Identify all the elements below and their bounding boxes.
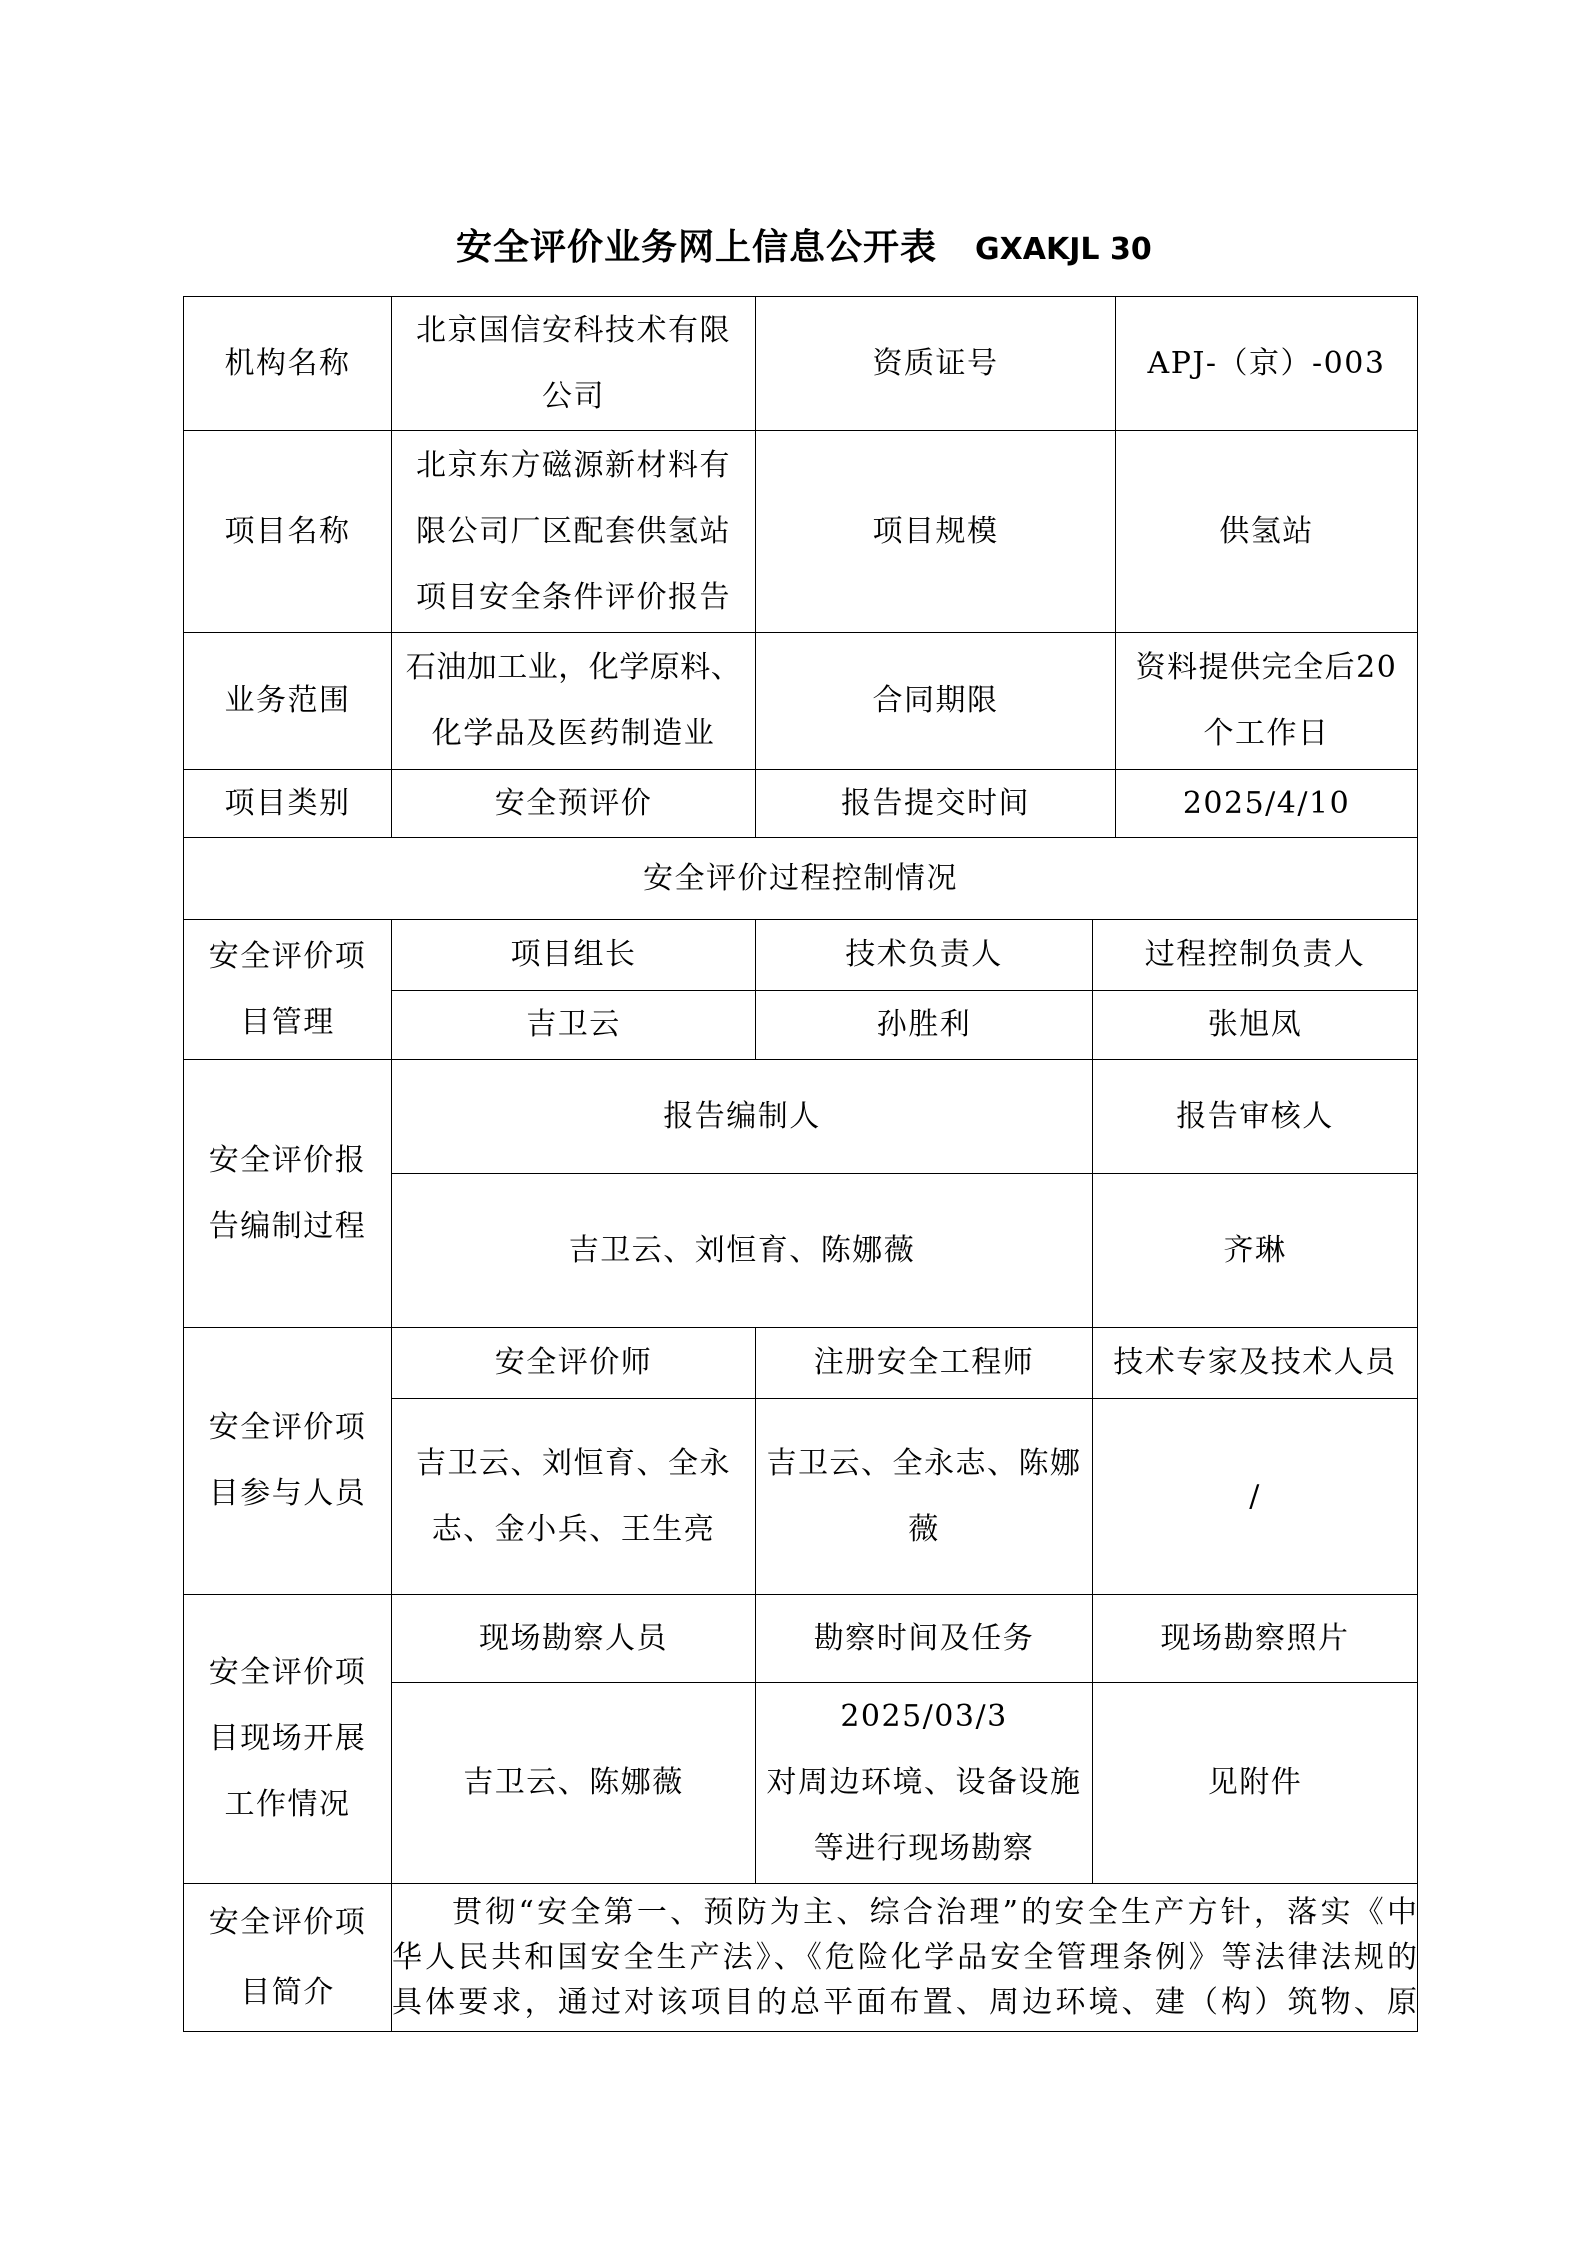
business-scope-line: 化学品及医药制造业 (431, 716, 716, 751)
process-control-lead-header-cell (1093, 920, 1418, 991)
overview-text-cell (392, 1884, 1418, 2032)
overview-label-cell (184, 1884, 392, 2032)
participants-label-line: 安全评价项 (208, 1410, 367, 1445)
report-author-header-cell (392, 1060, 1093, 1174)
business-scope-cell (392, 633, 756, 770)
row-project-name (184, 431, 1418, 633)
page-title-text: 安全评价业务网上信息公开表 (456, 227, 938, 268)
project-name-label: 项目名称 (224, 513, 351, 549)
management-label-line: 安全评价项 (208, 938, 367, 974)
project-scale-value-cell (1116, 431, 1418, 633)
process-control-lead-value-cell (1093, 991, 1418, 1060)
experts-header-cell (1093, 1328, 1418, 1399)
org-name-label: 机构名称 (224, 345, 351, 381)
safety-engineers-header-cell (756, 1328, 1093, 1399)
experts-value: / (1249, 1478, 1261, 1514)
row-project-category (184, 770, 1418, 838)
org-name-cell (392, 297, 756, 431)
form-code: GXAKJL 30 (975, 232, 1152, 267)
report-author-header: 报告编制人 (663, 1098, 821, 1134)
experts-header: 技术专家及技术人员 (1113, 1345, 1397, 1380)
evaluators-line: 吉卫云、刘恒育、全永 (416, 1445, 731, 1481)
project-name-line: 限公司厂区配套供氢站 (416, 513, 731, 549)
overview-text-line: 贯彻“安全第一、预防为主、综合治理”的安全生产方针，落实《中 (452, 1895, 1417, 1930)
inspection-time-task-header-cell (756, 1595, 1093, 1683)
qualification-label-cell (756, 297, 1116, 431)
qualification-label: 资质证号 (872, 345, 999, 381)
row-section-title (184, 838, 1418, 920)
row-business-scope (184, 633, 1418, 770)
inspection-time-task-value-cell (756, 1683, 1093, 1884)
report-compilation-label-cell (184, 1060, 392, 1328)
site-work-label-cell (184, 1595, 392, 1884)
report-submit-time-value: 2025/4/10 (1182, 785, 1351, 821)
site-work-label-line: 安全评价项 (208, 1655, 367, 1690)
team-leader-value-cell (392, 991, 756, 1060)
project-name-line: 项目安全条件评价报告 (416, 579, 731, 615)
contract-period-line: 资料提供完全后20 (1135, 650, 1398, 685)
org-name-line: 公司 (542, 378, 605, 414)
report-reviewer-value-cell (1093, 1174, 1418, 1328)
report-submit-time-label-cell (756, 770, 1116, 838)
report-reviewer-value: 齐琳 (1223, 1232, 1287, 1268)
report-submit-time-value-cell (1116, 770, 1418, 838)
row-site-work-headers (184, 1595, 1418, 1683)
technical-lead-value-cell (756, 991, 1093, 1060)
section-title-cell (184, 838, 1418, 920)
report-author-value: 吉卫云、刘恒育、陈娜薇 (568, 1232, 916, 1268)
team-leader-value: 吉卫云 (526, 1007, 621, 1042)
section-title: 安全评价过程控制情况 (643, 860, 958, 896)
site-inspectors-value-cell (392, 1683, 756, 1884)
report-reviewer-header: 报告审核人 (1176, 1098, 1334, 1134)
overview-text-line: 具体要求，通过对该项目的总平面布置、周边环境、建（构）筑物、原 (392, 1985, 1417, 2020)
site-photos-value-cell (1093, 1683, 1418, 1884)
overview-text-line: 华人民共和国安全生产法》、《危险化学品安全管理条例》等法律法规的 (392, 1940, 1417, 1975)
site-work-label-line: 工作情况 (224, 1787, 351, 1822)
site-inspectors-header: 现场勘察人员 (479, 1620, 668, 1656)
project-name-cell (392, 431, 756, 633)
evaluators-header: 安全评价师 (494, 1345, 653, 1380)
process-control-lead-header: 过程控制负责人 (1144, 937, 1366, 972)
row-participants-headers (184, 1328, 1418, 1399)
project-scale-label-cell (756, 431, 1116, 633)
site-photos-header-cell (1093, 1595, 1418, 1683)
management-label-cell (184, 920, 392, 1060)
report-compilation-label-line: 告编制过程 (208, 1208, 367, 1244)
safety-engineers-header: 注册安全工程师 (813, 1345, 1035, 1380)
overview-label-line: 目简介 (240, 1974, 335, 2010)
participants-label-cell (184, 1328, 392, 1595)
row-organization (184, 297, 1418, 431)
process-control-lead-value: 张旭凤 (1207, 1007, 1303, 1042)
overview-label-line: 安全评价项 (208, 1904, 367, 1940)
inspection-time-task-line: 2025/03/3 (840, 1699, 1008, 1734)
business-scope-label-cell (184, 633, 392, 770)
team-leader-header: 项目组长 (510, 937, 637, 972)
contract-period-line: 个工作日 (1203, 716, 1330, 751)
inspection-time-task-line: 对周边环境、设备设施 (766, 1765, 1082, 1800)
org-name-line: 北京国信安科技术有限 (416, 312, 731, 348)
row-report-headers (184, 1060, 1418, 1174)
report-reviewer-header-cell (1093, 1060, 1418, 1174)
safety-engineers-line: 薇 (908, 1511, 940, 1547)
report-submit-time-label: 报告提交时间 (841, 785, 1030, 821)
management-label-line: 目管理 (240, 1004, 335, 1040)
business-scope-label: 业务范围 (224, 683, 351, 718)
site-inspectors-value: 吉卫云、陈娜薇 (463, 1765, 684, 1800)
contract-period-value-cell (1116, 633, 1418, 770)
technical-lead-header-cell (756, 920, 1093, 991)
qualification-value: APJ-（京）-003 (1147, 345, 1386, 381)
org-name-label-cell (184, 297, 392, 431)
project-category-label-cell (184, 770, 392, 838)
technical-lead-header: 技术负责人 (845, 937, 1003, 972)
experts-value-cell (1093, 1399, 1418, 1595)
inspection-time-task-header: 勘察时间及任务 (813, 1620, 1035, 1656)
participants-label-line: 目参与人员 (208, 1476, 367, 1511)
report-compilation-label-line: 安全评价报 (208, 1142, 367, 1178)
project-name-line: 北京东方磁源新材料有 (416, 447, 731, 483)
contract-period-label-cell (756, 633, 1116, 770)
site-photos-value: 见附件 (1207, 1765, 1303, 1800)
row-overview (184, 1884, 1418, 2032)
project-category-value-cell (392, 770, 756, 838)
page-title (456, 226, 1152, 270)
safety-engineers-value-cell (756, 1399, 1093, 1595)
disclosure-table (183, 296, 1418, 2032)
team-leader-header-cell (392, 920, 756, 991)
project-scale-label: 项目规模 (872, 513, 999, 549)
technical-lead-value: 孙胜利 (876, 1007, 972, 1042)
project-name-label-cell (184, 431, 392, 633)
contract-period-label: 合同期限 (872, 683, 999, 718)
row-management-headers (184, 920, 1418, 991)
project-category-label: 项目类别 (224, 785, 351, 821)
report-author-value-cell (392, 1174, 1093, 1328)
safety-engineers-line: 吉卫云、全永志、陈娜 (766, 1445, 1082, 1481)
site-inspectors-header-cell (392, 1595, 756, 1683)
site-work-label-line: 目现场开展 (208, 1721, 367, 1756)
site-photos-header: 现场勘察照片 (1160, 1620, 1350, 1656)
evaluators-header-cell (392, 1328, 756, 1399)
evaluators-line: 志、金小兵、王生亮 (431, 1511, 716, 1547)
project-scale-value: 供氢站 (1219, 513, 1314, 549)
business-scope-line: 石油加工业，化学原料、 (405, 650, 742, 685)
inspection-time-task-line: 等进行现场勘察 (813, 1831, 1035, 1866)
qualification-value-cell (1116, 297, 1418, 431)
evaluators-value-cell (392, 1399, 756, 1595)
project-category-value: 安全预评价 (494, 785, 653, 821)
